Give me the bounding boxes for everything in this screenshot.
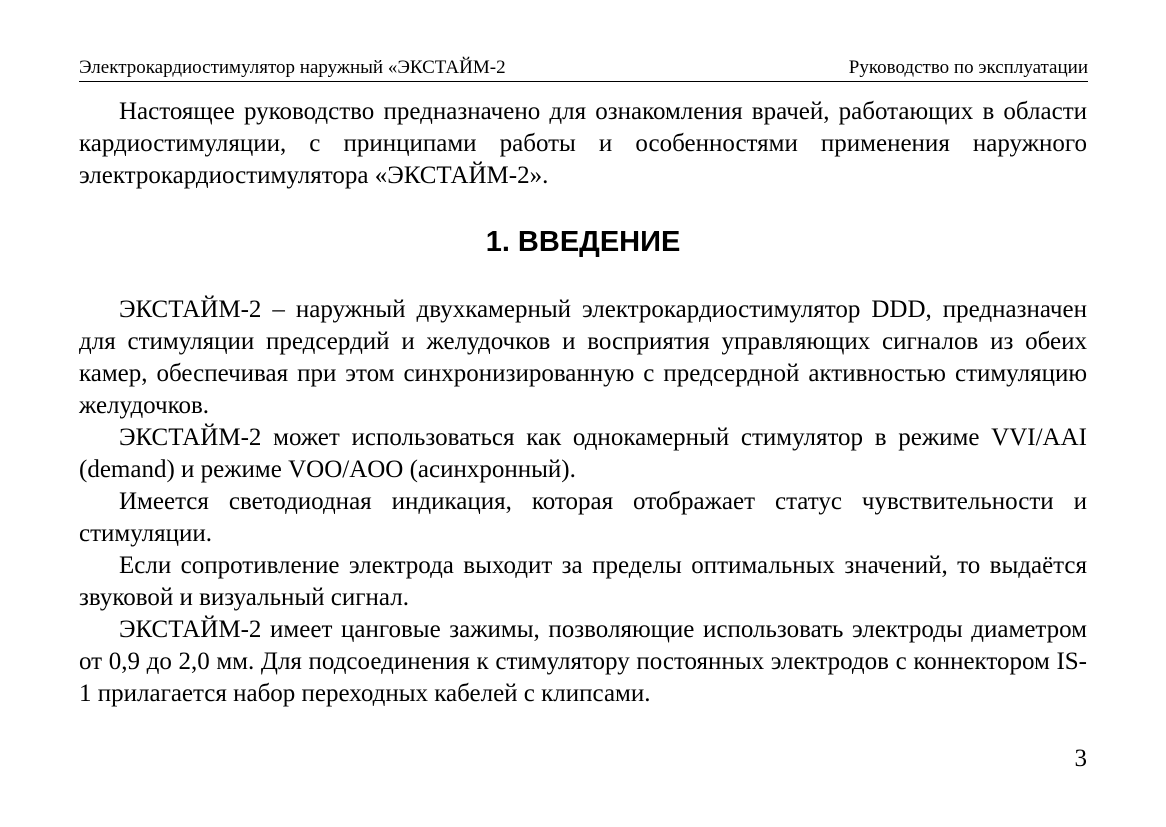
paragraph-single-chamber-mode: ЭКСТАЙМ-2 может использоваться как однокамерный стимулятор в режиме VVI/AAI (demand) и режиме VOO/AOO (асинхронный). bbox=[79, 424, 1087, 483]
paragraph-led-indication: Имеется светодиодная индикация, которая отображает статус чувствительности и стимуляции. bbox=[79, 488, 1087, 547]
page-number: 3 bbox=[1074, 745, 1087, 772]
section-body bbox=[79, 294, 1087, 710]
section-title: 1. ВВЕДЕНИЕ bbox=[485, 226, 681, 258]
paragraph-collet-clamps: ЭКСТАЙМ-2 имеет цанговые зажимы, позволяющие использовать электроды диаметром от 0,9 до 2,0 мм. Для подсоединения к стимулятору постоянных электродов с коннектором IS-1 прилагается набор переходных кабелей с клипсами. bbox=[79, 616, 1087, 707]
header-product-title: Электрокардиостимулятор наружный «ЭКСТАЙМ-2 bbox=[79, 57, 506, 78]
paragraph-device-description: ЭКСТАЙМ-2 – наружный двухкамерный электрокардиостимулятор DDD, предназначен для стимуляции предсердий и желудочков и восприятия управляющих сигналов из обеих камер, обеспечивая при этом синхронизированную с предсердной активностью стимуляцию желудочков. bbox=[79, 296, 1087, 419]
header-document-type: Руководство по эксплуатации bbox=[848, 57, 1088, 78]
paragraph-electrode-resistance: Если сопротивление электрода выходит за пределы оптимальных значений, то выдаётся звуковой и визуальный сигнал. bbox=[79, 552, 1087, 611]
intro-paragraph: Настоящее руководство предназначено для ознакомления врачей, работающих в области кардиостимуляции, с принципами работы и особенностями применения наружного электрокардиостимулятора «ЭКСТАЙМ-2». bbox=[79, 98, 1087, 189]
running-header bbox=[79, 57, 1088, 82]
